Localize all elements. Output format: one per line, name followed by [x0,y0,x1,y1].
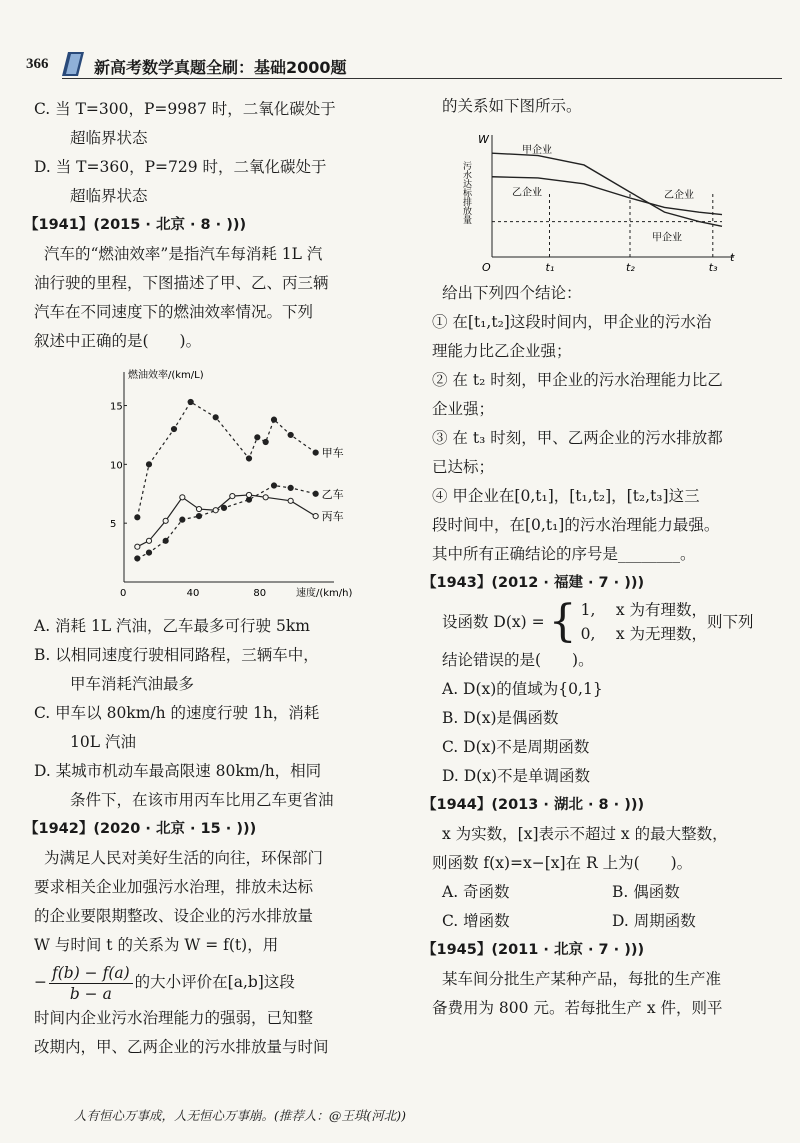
q1941-option-d-line2: 条件下，在该市用丙车比用乙车更省油 [70,791,334,809]
data-point [288,485,293,490]
series-label: 甲企业 [522,145,552,156]
y-tick-label: 5 [110,519,117,531]
q1941-option-b-line1: B. 以相同速度行驶相同路程，三辆车中， [34,646,319,664]
difficulty-icon: )) [624,797,638,813]
data-point [135,544,140,549]
conclusion-4-line1: ④ 甲企业在[0,t₁]，[t₁,t₂]，[t₂,t₃]这三 [432,487,700,505]
data-point [246,456,251,461]
left-column [24,95,404,1062]
brace-icon: { [548,596,577,647]
data-point [188,399,193,404]
y-axis-label: 燃油效率/(km/L) [128,370,204,381]
y-tick-label: 10 [110,460,123,472]
q1941-option-d-line1: D. 某城市机动车最高限速 80km/h，相同 [34,762,322,780]
header-divider [62,78,782,79]
data-point [135,556,140,561]
x-tick-label: t₁ [545,261,555,274]
data-point [230,494,235,499]
q1942-stem-5: 时间内企业污水治理能力的强弱，已知整 [34,1009,314,1027]
data-point [221,505,226,510]
page-number: 366 [26,56,49,72]
y-axis-label: 污水达标排放量 [461,161,471,224]
question-1942-header: 【1942】(2020 · 北京 · 15 · ))) [24,821,257,837]
x-tick-label: t₂ [626,261,635,274]
x-tick-label: 0 [120,588,127,599]
data-point [271,483,276,488]
data-point [271,417,276,422]
q1942-stem-2: 要求相关企业加强污水治理，排放未达标 [34,878,314,896]
given-conclusions: 给出下列四个结论： [442,284,582,302]
function-cases [581,598,707,646]
conclusion-3-line2: 已达标； [432,458,495,476]
book-logo-icon [62,52,84,76]
q1944-option-d: D. 周期函数 [612,912,696,930]
q1942-continuation: 的关系如下图所示。 [442,97,582,115]
q1941-stem-3: 汽车在不同速度下的燃油效率情况。下列 [34,303,314,321]
q1941-stem-1: 汽车的“燃油效率”是指汽车每消耗 1L 汽 [44,245,323,263]
conclusion-4-line2: 段时间中，在[0,t₁]的污水治理能力最强。 [432,516,720,534]
rate-fraction: $\frac{f(b) - f(a)}{b - a}$ [49,963,133,1004]
option-d-line2: 超临界状态 [70,187,148,205]
q1943-stem-2: 结论错误的是( )。 [442,651,594,669]
data-point [146,462,151,467]
q1941-stem-4: 叙述中正确的是( )。 [34,332,202,350]
footer-quote: 人有恒心万事成，人无恒心万事崩。(推荐人：@王琪(河北)) [74,1108,407,1123]
option-d-line1: D. 当 T=360，P=729 时，二氧化碳处于 [34,158,327,176]
data-point [246,492,251,497]
q1942-stem-6: 改期内，甲、乙两企业的污水排放量与时间 [34,1038,329,1056]
q1944-options-row2 [432,907,777,936]
q1942-stem-1: 为满足人民对美好生活的向往，环保部门 [44,849,324,867]
q1943-option-b: B. D(x)是偶函数 [442,709,559,727]
q1945-stem-1: 某车间分批生产某种产品，每批的生产准 [442,970,722,988]
answer-prompt: 其中所有正确结论的序号是________。 [432,545,696,563]
option-c-line2: 超临界状态 [70,129,148,147]
x-tick-label: t₃ [708,261,718,274]
origin-label: O [482,261,491,274]
data-point [288,498,293,503]
data-point [313,450,318,455]
data-point [146,538,151,543]
data-point [313,491,318,496]
data-point [255,435,260,440]
q1944-option-a: A. 奇函数 [442,883,510,901]
series-label: 丙车 [321,510,344,524]
data-point [163,538,168,543]
option-c-line1: C. 当 T=300，P=9987 时，二氧化碳处于 [34,100,336,118]
q1942-stem-3: 的企业要限期整改、设企业的污水排放量 [34,907,314,925]
x-tick-label: 80 [253,588,267,599]
x-tick-label: 40 [186,588,200,599]
function-post: 则下列 [707,612,754,631]
data-point [263,439,268,444]
conclusion-1-line2: 理能力比乙企业强； [432,342,572,360]
q1941-option-c-line1: C. 甲车以 80km/h 的速度行驶 1h，消耗 [34,704,320,722]
q1942-stem-4: W 与时间 t 的关系为 W = f(t)，用 [34,936,279,954]
series-label: 乙企业 [664,190,694,201]
wastewater-chart [432,127,742,277]
q1945-stem-2: 备费用为 800 元。若每批生产 x 件，则平 [432,999,723,1017]
right-column [422,92,777,1023]
data-point [171,426,176,431]
q1942-fraction-line: − $\frac{f(b) - f(a)}{b - a}$ 的大小评价在[a,b]这段 [34,963,295,1003]
q1941-option-c-line2: 10L 汽油 [70,733,136,751]
q1941-option-a: A. 消耗 1L 汽油，乙车最多可行驶 5km [34,617,310,635]
data-point [163,518,168,523]
data-point [213,415,218,420]
data-point [146,550,151,555]
piecewise-function [432,598,777,646]
conclusion-3-line1: ③ 在 t₃ 时刻，甲、乙两企业的污水排放都 [432,429,723,447]
conclusion-2-line2: 企业强； [432,400,495,418]
q1944-stem-1: x 为实数，[x]表示不超过 x 的最大整数， [442,825,728,843]
series-label: 甲企业 [652,232,682,244]
y-tick-label: 15 [110,401,123,413]
data-point [288,432,293,437]
conclusion-1-line1: ① 在[t₁,t₂]这段时间内，甲企业的污水治 [432,313,712,331]
book-title: 新高考数学真题全刷：基础2000题 [94,58,347,77]
question-1941-header: 【1941】(2015 · 北京 · 8 · ))) [24,217,247,233]
series-label: 乙企业 [512,187,542,199]
data-point [135,515,140,520]
data-point [196,506,201,511]
x-axis-letter: t [730,251,735,264]
difficulty-icon: )) [624,942,638,958]
question-1945-header: 【1945】(2011 · 北京 · 7 · ))) [422,942,645,958]
conclusion-2-line1: ② 在 t₂ 时刻，甲企业的污水治理能力比乙 [432,371,723,389]
q1944-option-c: C. 增函数 [442,912,510,930]
difficulty-icon: )) [236,821,250,837]
series-label: 乙车 [321,487,344,501]
x-axis-label: 速度/(km/h) [296,588,353,599]
series-label: 甲车 [321,446,344,460]
q1941-option-b-line2: 甲车消耗汽油最多 [70,675,195,693]
fuel-efficiency-chart [34,362,374,612]
function-name: 设函数 D(x) = [442,612,545,631]
q1943-option-a: A. D(x)的值域为{0,1} [442,680,603,698]
data-point [263,495,268,500]
difficulty-icon: )) [624,575,638,591]
difficulty-icon: )) [226,217,240,233]
q1943-option-c: C. D(x)不是周期函数 [442,738,590,756]
data-point [180,517,185,522]
data-point [180,495,185,500]
y-axis-letter: W [478,133,489,146]
data-point [213,508,218,513]
q1944-options-row1 [432,878,777,907]
question-1943-header: 【1943】(2012 · 福建 · 7 · ))) [422,575,645,591]
question-1944-header: 【1944】(2013 · 湖北 · 8 · ))) [422,797,645,813]
data-point [196,514,201,519]
q1943-option-d: D. D(x)不是单调函数 [442,767,590,785]
data-point [313,514,318,519]
q1944-stem-2: 则函数 f(x)=x−[x]在 R 上为( )。 [432,854,693,872]
q1944-option-b: B. 偶函数 [612,883,680,901]
case-irrational: 0, x 为无理数， [580,625,707,643]
case-rational: 1, x 为有理数， [580,601,707,619]
q1941-stem-2: 油行驶的里程，下图描述了甲、乙、丙三辆 [34,274,329,292]
